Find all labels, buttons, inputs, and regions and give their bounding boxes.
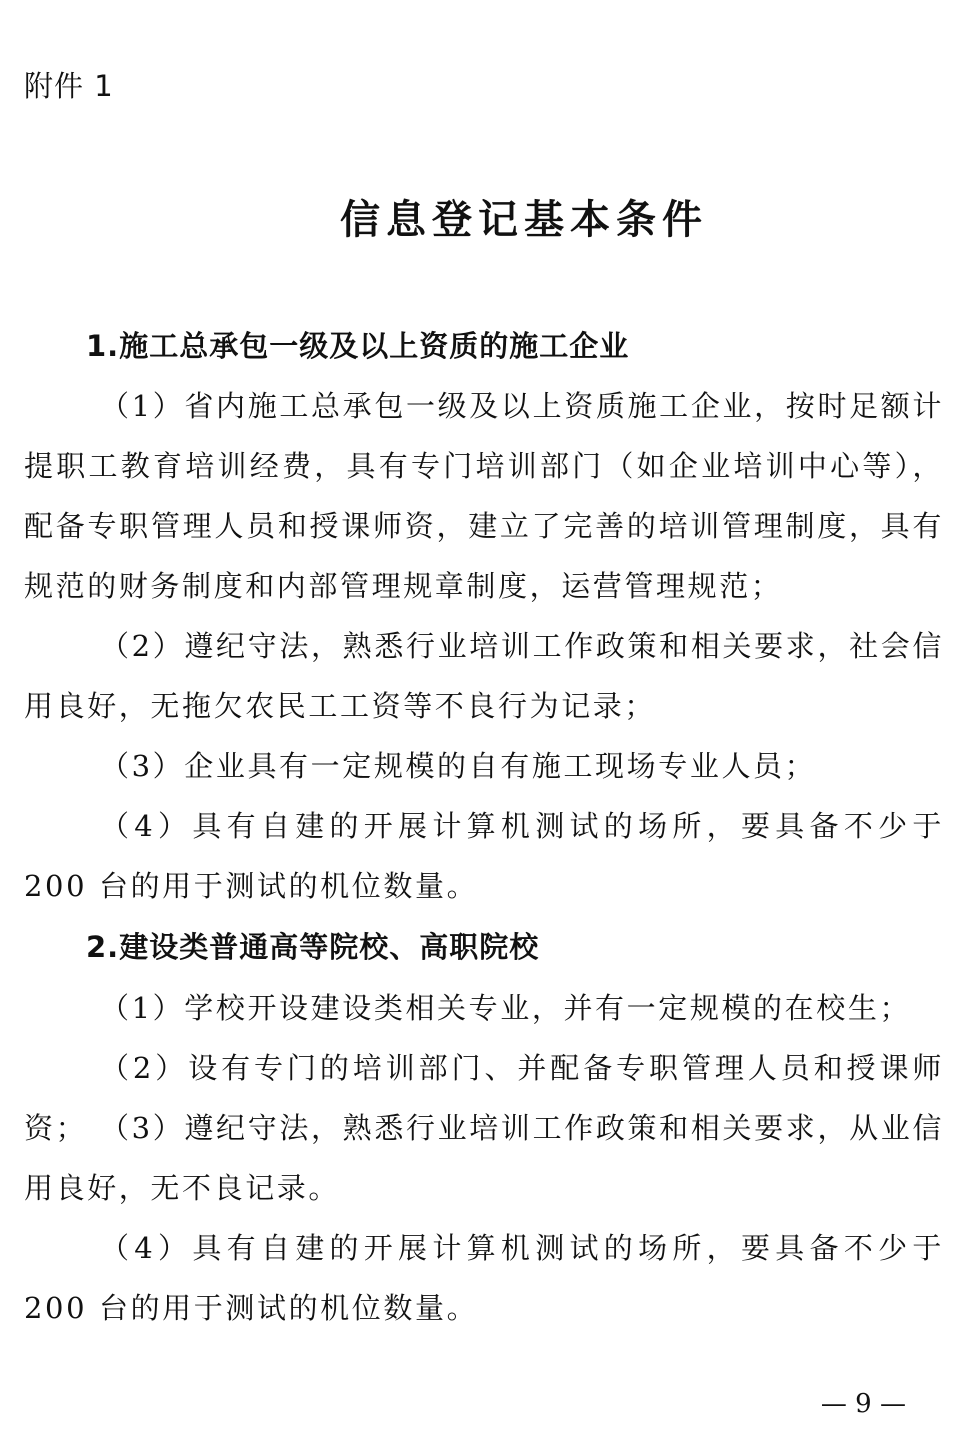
section-heading-1: 1.施工总承包一级及以上资质的施工企业	[86, 329, 630, 363]
section-2-item-1: （1）学校开设建设类相关专业，并有一定规模的在校生；	[100, 991, 912, 1025]
document-title: 信息登记基本条件	[340, 197, 708, 243]
attachment-label: 附件 1	[24, 69, 114, 103]
section-2-item-4: （4）具有自建的开展计算机测试的场所，要具备不少于 200 台的用于测试的机位数量。	[24, 1231, 944, 1325]
section-2-item-2: （2）设有专门的培训部门、并配备专职管理人员和授课师资；	[24, 1051, 944, 1145]
section-1-item-3: （3）企业具有一定规模的自有施工现场专业人员；	[100, 749, 817, 783]
section-1-item-1: （1）省内施工总承包一级及以上资质施工企业，按时足额计提职工教育培训经费，具有专门培训部门（如企业培训中心等），配备专职管理人员和授课师资，建立了完善的培训管理制度，具有规范的财务制度和内部管理规章制度，运营管理规范；	[24, 389, 944, 603]
section-1-item-2: （2）遵纪守法，熟悉行业培训工作政策和相关要求，社会信用良好，无拖欠农民工工资等不良行为记录；	[24, 629, 944, 723]
section-heading-2: 2.建设类普通高等院校、高职院校	[86, 930, 540, 964]
page-number: — 9 —	[820, 1389, 906, 1419]
section-2-item-3: （3）遵纪守法，熟悉行业培训工作政策和相关要求，从业信用良好，无不良记录。	[24, 1111, 944, 1205]
section-1-item-4: （4）具有自建的开展计算机测试的场所，要具备不少于 200 台的用于测试的机位数量。	[24, 809, 944, 903]
